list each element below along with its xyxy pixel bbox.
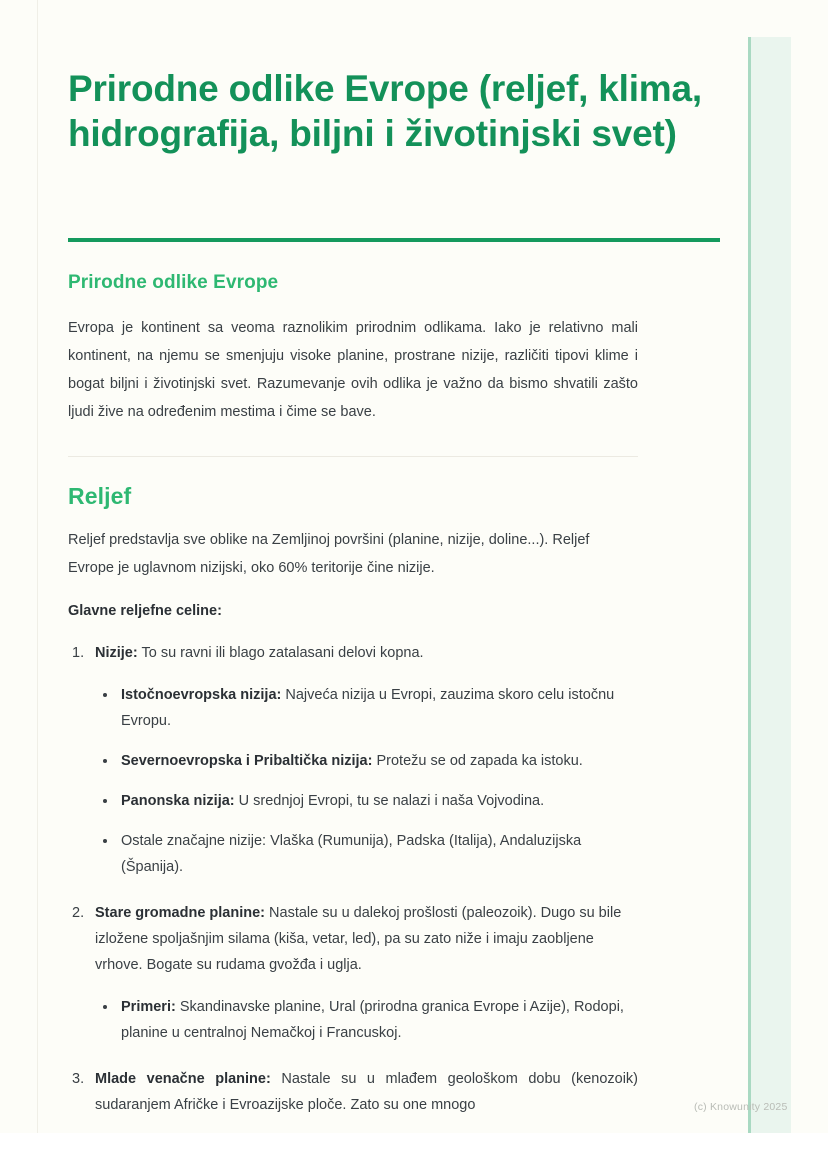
- sub-item-body: Najveća nizija u Evropi, zauzima skoro celu istočnu Evropu.: [121, 687, 615, 729]
- section-heading-reljef: Reljef: [68, 483, 132, 509]
- list-item-text: [95, 640, 638, 666]
- sub-item-label: Primeri:: [121, 999, 176, 1015]
- document-content: [68, 0, 702, 156]
- list-item: [68, 1066, 638, 1118]
- sub-item-body: Ostale značajne nizije: Vlaška (Rumunija), Padska (Italija), Andaluzijska (Španija).: [121, 833, 582, 875]
- sub-list: [95, 994, 638, 1046]
- lead-in-glavne-reljefne-celine: Glavne reljefne celine:: [68, 603, 222, 619]
- section-paragraph-prirodne-odlike: Evropa je kontinent sa veoma raznolikim prirodnim odlikama. Iako je relativno mali kontinent, na njemu se smenjuju visoke planine, prostrane nizije, različiti tipovi klime i bogat biljni i životinjski svet. Razumevanje ovih odlika je važno da bismo shvatili zašto ljudi žive na određenim mestima i čime se bave.: [68, 320, 638, 420]
- list-item-body: Nastale su u dalekoj prošlosti (paleozoik). Dugo su bile izložene spoljašnjim silama (kiša, vetar, led), pa su zato niže i imaju zaobljene vrhove. Bogate su rudama gvožđa i uglja.: [95, 905, 622, 973]
- list-item: [95, 994, 638, 1046]
- list-item: [95, 788, 638, 814]
- list-item: [95, 682, 638, 734]
- list-item-label: Mlade venačne planine:: [95, 1071, 271, 1087]
- list-item-text: [95, 1066, 638, 1118]
- list-item-label: Nizije:: [95, 645, 138, 661]
- list-item-body: To su ravni ili blago zatalasani delovi kopna.: [137, 645, 424, 661]
- relief-units-list: [68, 640, 638, 1118]
- document-body: [68, 272, 638, 1118]
- sub-item-label: Istočnoevropska nizija:: [121, 687, 282, 703]
- page-title: Prirodne odlike Evrope (reljef, klima, hidrografija, biljni i životinjski svet): [68, 68, 702, 154]
- sub-item-body: Protežu se od zapada ka istoku.: [372, 753, 583, 769]
- list-item: [68, 900, 638, 1046]
- list-item: [68, 640, 638, 880]
- sub-item-label: Panonska nizija:: [121, 793, 235, 809]
- list-item-text: [95, 900, 638, 978]
- left-margin-rule: [37, 0, 38, 1133]
- right-accent-stripe: [751, 37, 791, 1133]
- section-heading-prirodne-odlike: Prirodne odlike Evrope: [68, 272, 279, 293]
- title-underline-rule: [68, 238, 720, 242]
- list-item: [95, 828, 638, 880]
- list-item-label: Stare gromadne planine:: [95, 905, 266, 921]
- section-paragraph-reljef: Reljef predstavlja sve oblike na Zemljinoj površini (planine, nizije, doline...). Reljef Evrope je uglavnom nizijski, oko 60% teritorije čine nizije.: [68, 532, 590, 576]
- sub-list: [95, 682, 638, 880]
- watermark: (c) Knowunity 2025: [694, 1101, 788, 1113]
- sub-item-body: U srednjoj Evropi, tu se nalazi i naša Vojvodina.: [234, 793, 545, 809]
- list-item: [95, 748, 638, 774]
- list-item-body: Nastale su u mlađem geološkom dobu (kenozoik) sudaranjem Afričke i Evroazijske ploče. Zato su one mnogo: [95, 1071, 638, 1113]
- sub-item-label: Severnoevropska i Pribaltička nizija:: [121, 753, 373, 769]
- sub-item-body: Skandinavske planine, Ural (prirodna granica Evrope i Azije), Rodopi, planine u centralnoj Nemačkoj i Francuskoj.: [121, 999, 624, 1041]
